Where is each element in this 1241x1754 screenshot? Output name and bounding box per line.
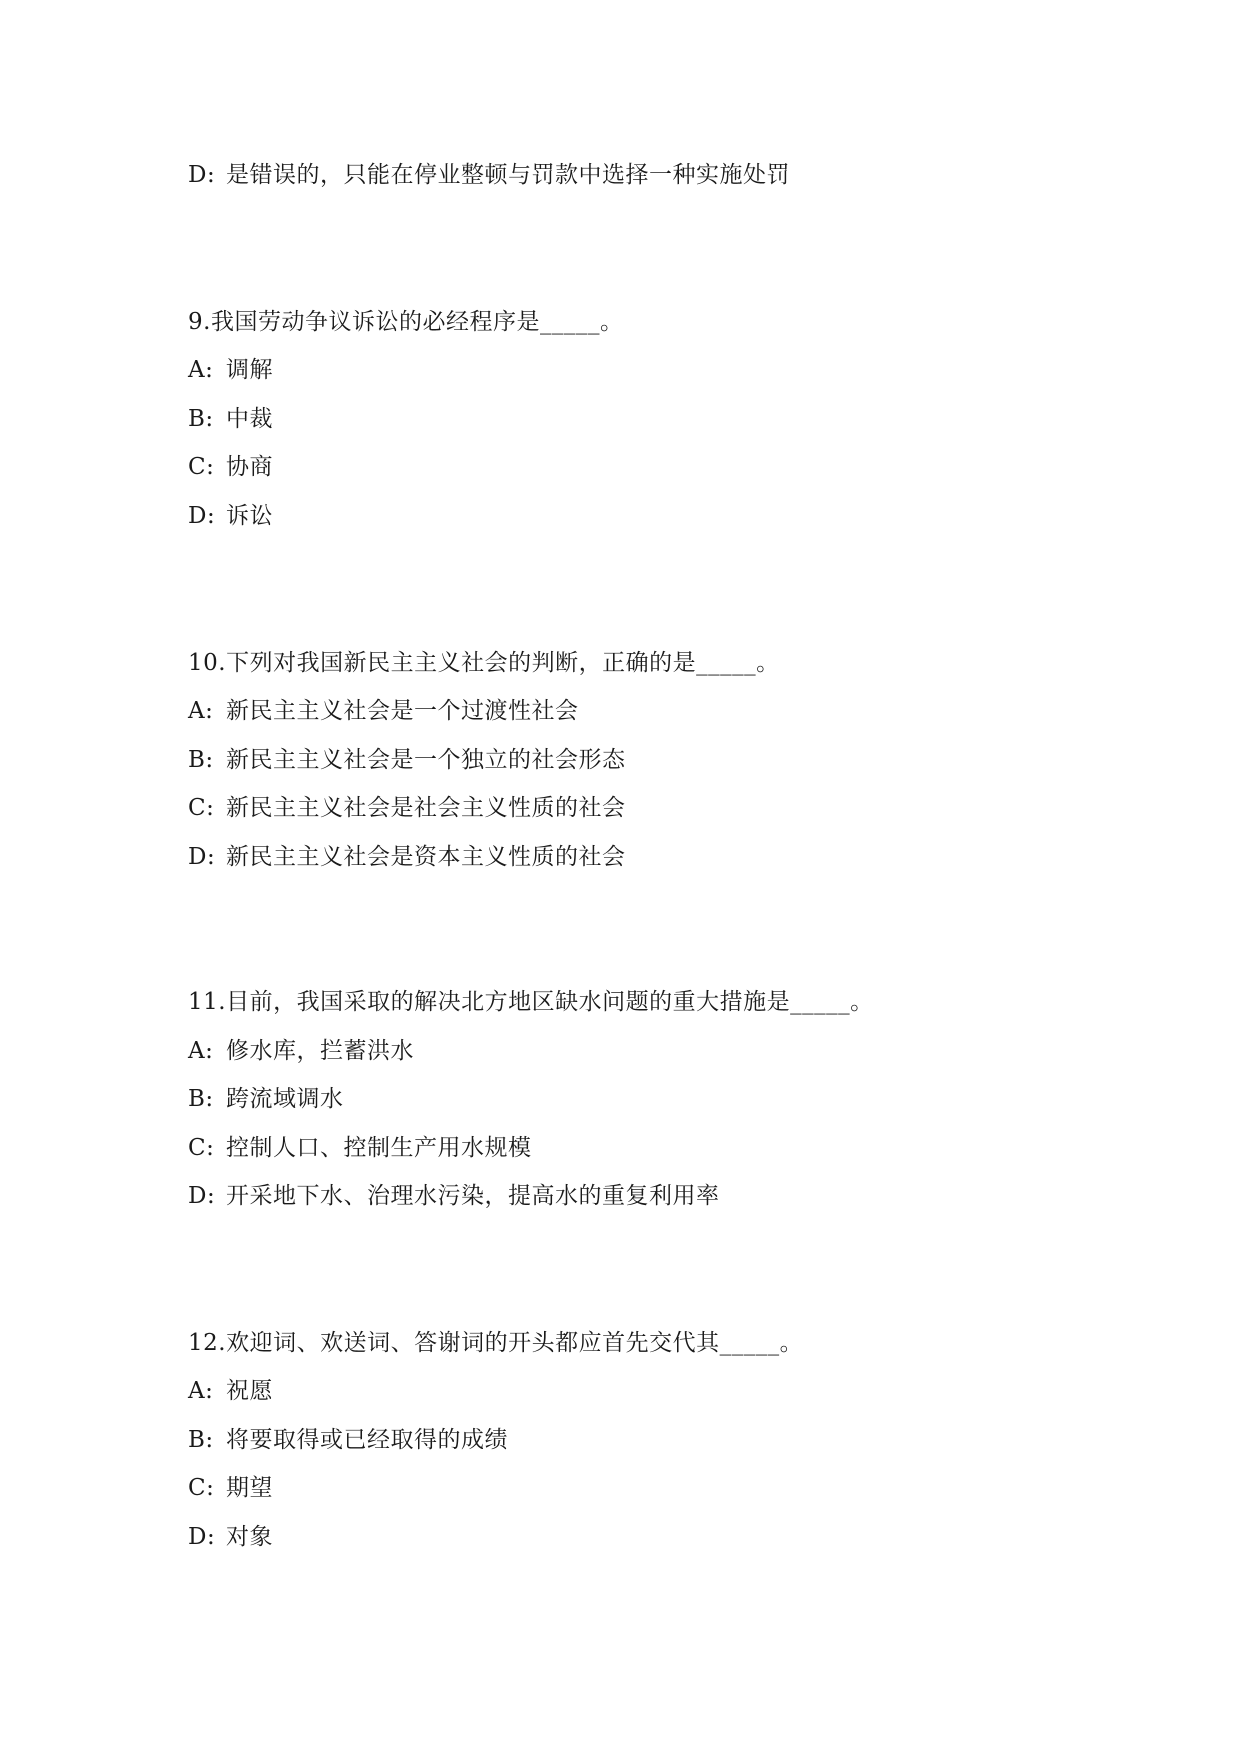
option-12-a [188,1376,273,1406]
option-text: 修水库，拦蓄洪水 [226,1038,414,1064]
option-11-b [188,1084,344,1114]
option-label: A: [188,1038,214,1064]
option-9-a [188,355,273,385]
option-label: B: [188,1427,214,1453]
option-10-a [188,696,579,726]
option-label: A: [188,357,214,383]
option-8-d [188,160,790,190]
question-10-stem: 10.下列对我国新民主主义社会的判断，正确的是_____。 [188,650,780,676]
option-10-c [188,793,626,823]
question-12-stem: 12.欢迎词、欢送词、答谢词的开头都应首先交代其_____。 [188,1330,804,1356]
option-label: C: [188,1475,215,1501]
option-label: B: [188,1086,214,1112]
option-12-d [188,1522,273,1552]
option-text: 祝愿 [226,1378,273,1404]
option-9-d [188,501,273,531]
option-12-c [188,1473,273,1503]
option-11-a [188,1036,414,1066]
option-label: D: [188,1524,216,1550]
option-11-c [188,1133,532,1163]
option-10-b [188,745,626,775]
option-label: B: [188,747,214,773]
option-label: C: [188,454,215,480]
option-text: 中裁 [226,406,273,432]
option-text: 新民主主义社会是社会主义性质的社会 [226,795,626,821]
option-9-c [188,452,273,482]
option-label: C: [188,795,215,821]
option-text: 诉讼 [226,503,273,529]
option-label: D: [188,1183,216,1209]
option-label: A: [188,698,214,724]
option-label: D: [188,162,216,188]
option-text: 控制人口、控制生产用水规模 [226,1135,532,1161]
option-label: A: [188,1378,214,1404]
option-9-b [188,404,273,434]
option-text: 新民主主义社会是一个独立的社会形态 [226,747,626,773]
option-text: 是错误的，只能在停业整顿与罚款中选择一种实施处罚 [226,162,790,188]
option-text: 新民主主义社会是一个过渡性社会 [226,698,579,724]
option-11-d [188,1181,720,1211]
option-text: 新民主主义社会是资本主义性质的社会 [226,844,626,870]
question-9-stem: 9.我国劳动争议诉讼的必经程序是_____。 [188,309,624,335]
option-text: 对象 [226,1524,273,1550]
option-text: 开采地下水、治理水污染，提高水的重复利用率 [226,1183,720,1209]
option-text: 期望 [226,1475,273,1501]
question-11-stem: 11.目前，我国采取的解决北方地区缺水问题的重大措施是_____。 [188,989,874,1015]
option-text: 跨流域调水 [226,1086,344,1112]
option-text: 协商 [226,454,273,480]
option-10-d [188,842,626,872]
option-label: B: [188,406,214,432]
option-text: 调解 [226,357,273,383]
option-label: D: [188,503,216,529]
option-label: C: [188,1135,215,1161]
option-label: D: [188,844,216,870]
option-text: 将要取得或已经取得的成绩 [226,1427,508,1453]
option-12-b [188,1425,508,1455]
